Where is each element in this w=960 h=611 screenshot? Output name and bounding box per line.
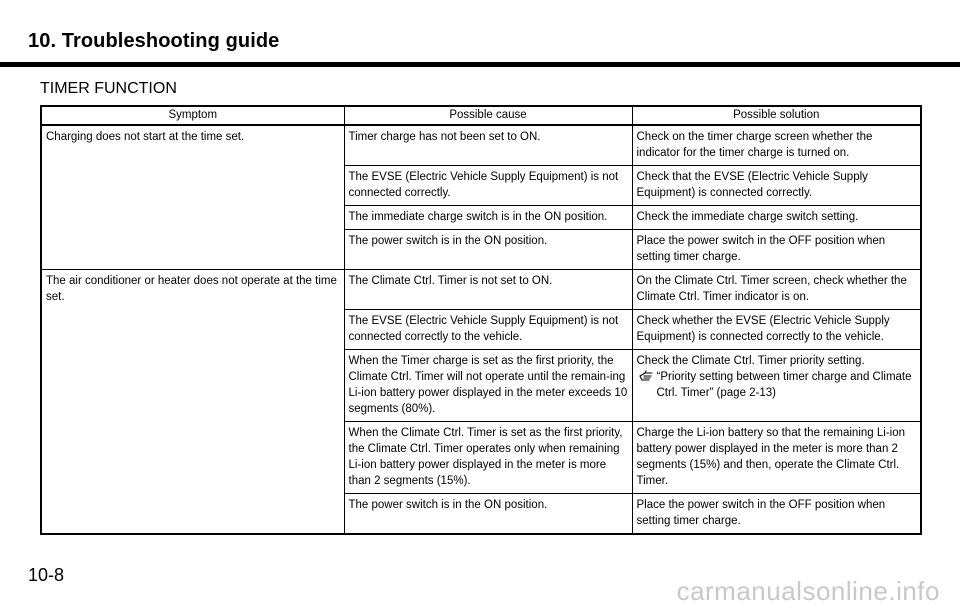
table-header-row (41, 106, 921, 125)
solution-text: Check the Climate Ctrl. Timer priority setting. (636, 355, 865, 367)
solution-cell: On the Climate Ctrl. Timer screen, check whether the Climate Ctrl. Timer indicator is on. (632, 270, 921, 310)
table-row (41, 125, 921, 166)
page-number: 10-8 (28, 565, 65, 585)
cause-cell: Timer charge has not been set to ON. (344, 125, 632, 166)
cause-cell: The immediate charge switch is in the ON position. (344, 206, 632, 230)
cause-cell: The power switch is in the ON position. (344, 494, 632, 535)
cause-cell: When the Climate Ctrl. Timer is set as the first priority, the Climate Ctrl. Timer operates only when remaining Li-ion battery power displayed in the meter is more than 2 segments (15%). (344, 422, 632, 494)
section-title: TIMER FUNCTION (40, 80, 177, 97)
solution-cell: Place the power switch in the OFF position when setting timer charge. (632, 230, 921, 270)
solution-cell: Check the immediate charge switch setting. (632, 206, 921, 230)
header-rule (0, 62, 960, 67)
cause-cell: The Climate Ctrl. Timer is not set to ON. (344, 270, 632, 310)
solution-cell: Check on the timer charge screen whether the indicator for the timer charge is turned on. (632, 125, 921, 166)
symptom-cell: The air conditioner or heater does not operate at the time set. (41, 270, 344, 535)
troubleshooting-table (40, 105, 922, 535)
solution-cell: Check that the EVSE (Electric Vehicle Supply Equipment) is connected correctly. (632, 166, 921, 206)
solution-cell: Check whether the EVSE (Electric Vehicle Supply Equipment) is connected correctly to the vehicle. (632, 310, 921, 350)
solution-cell: Charge the Li-ion battery so that the remaining Li-ion battery power displayed in the meter is more than 2 segments (15%) and then, operate the Climate Ctrl. Timer. (632, 422, 921, 494)
solution-cell: Place the power switch in the OFF position when setting timer charge. (632, 494, 921, 535)
cause-cell: The power switch is in the ON position. (344, 230, 632, 270)
column-header-symptom: Symptom (41, 106, 344, 125)
reference-text: “Priority setting between timer charge and Climate Ctrl. Timer” (page 2-13) (656, 371, 912, 399)
cause-cell: When the Timer charge is set as the first priority, the Climate Ctrl. Timer will not operate until the remain-ing Li-ion battery power displayed in the meter exceeds 10 segments (80%). (344, 350, 632, 422)
symptom-cell: Charging does not start at the time set. (41, 125, 344, 270)
cause-cell: The EVSE (Electric Vehicle Supply Equipment) is not connected correctly to the vehicle. (344, 310, 632, 350)
watermark: carmanualsonline.info (676, 576, 940, 606)
page-reference[interactable] (637, 369, 918, 401)
column-header-cause: Possible cause (344, 106, 632, 125)
solution-cell (632, 350, 921, 422)
column-header-solution: Possible solution (632, 106, 921, 125)
pointing-hand-icon (639, 370, 655, 382)
cause-cell: The EVSE (Electric Vehicle Supply Equipment) is not connected correctly. (344, 166, 632, 206)
table-row (41, 270, 921, 310)
chapter-title: 10. Troubleshooting guide (28, 30, 280, 52)
